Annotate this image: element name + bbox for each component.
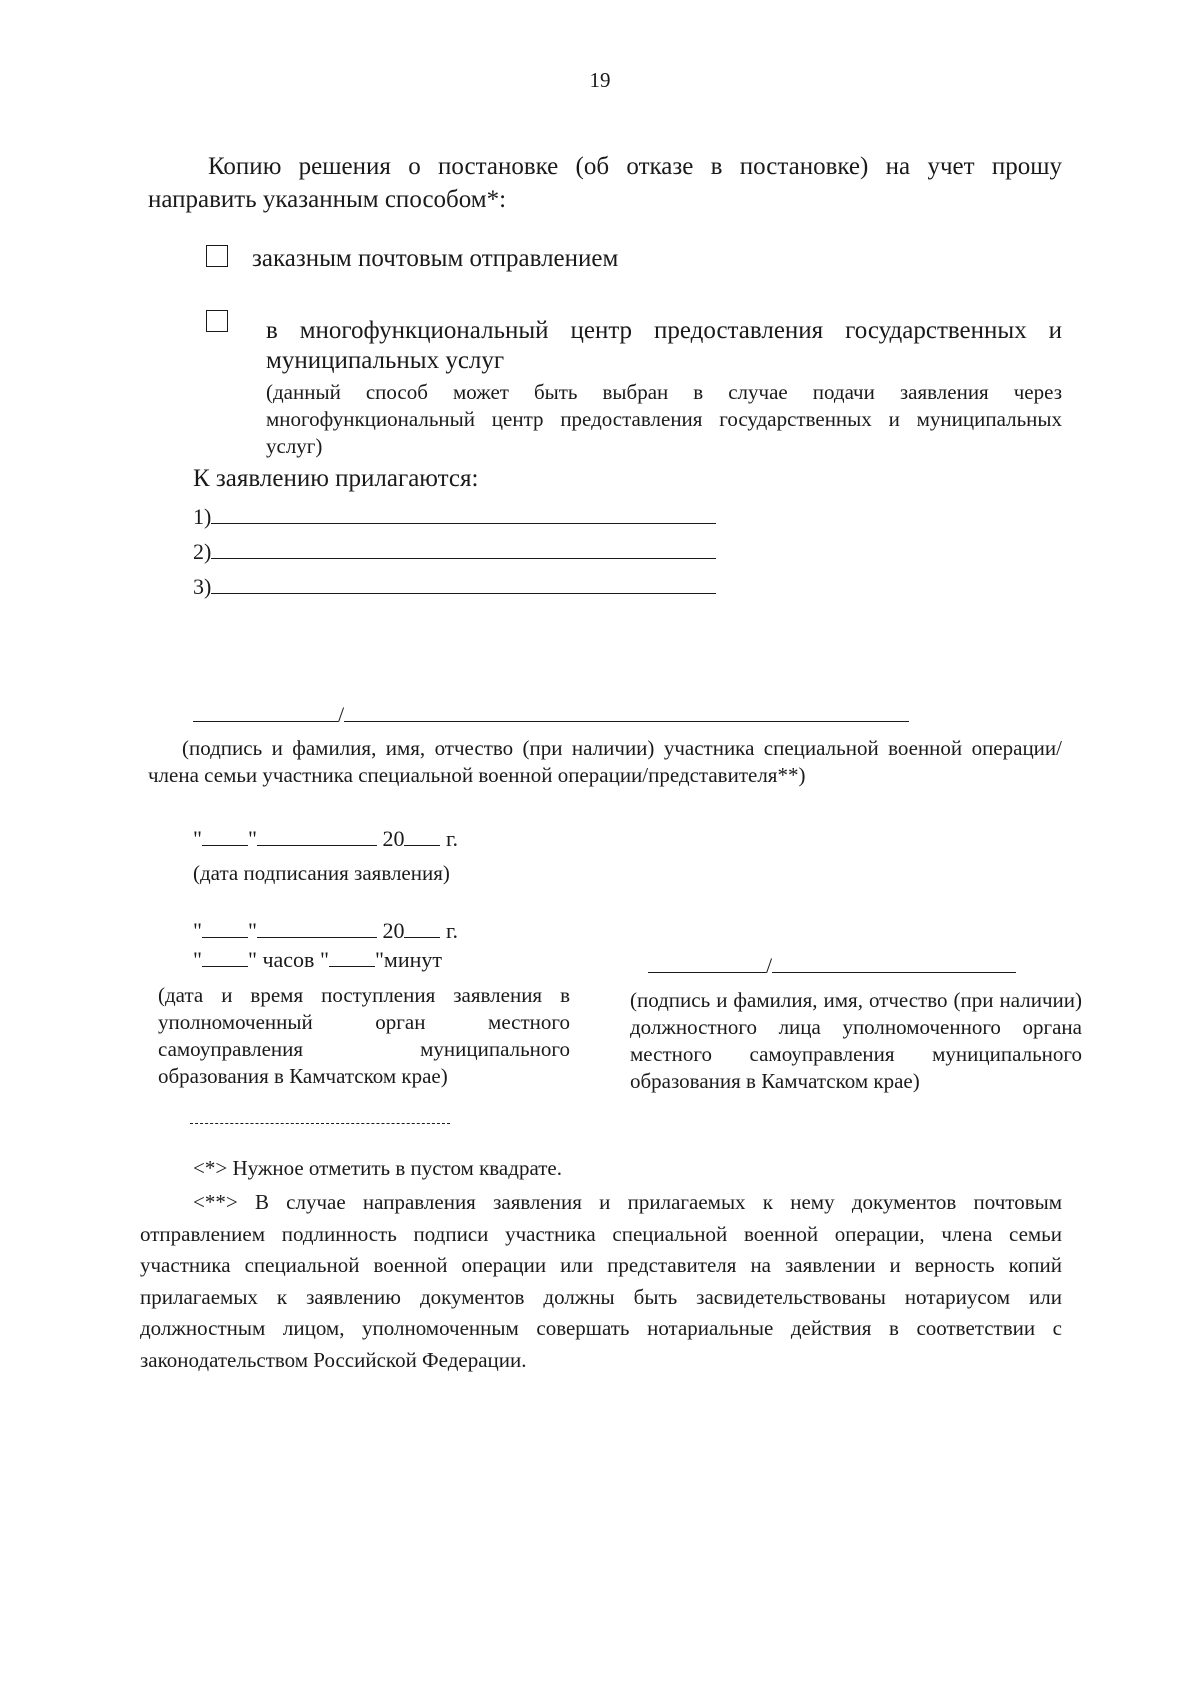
quote-mark: " bbox=[247, 918, 257, 943]
hours-blank[interactable] bbox=[202, 946, 248, 967]
month-blank[interactable] bbox=[257, 825, 377, 846]
receipt-date-line[interactable] bbox=[193, 917, 458, 945]
attachment-blank[interactable] bbox=[211, 503, 716, 524]
applicant-signature-caption: (подпись и фамилия, имя, отчество (при наличии) участника специальной военной операции/члена семьи участника специальной военной операции/представителя**) bbox=[148, 736, 1062, 787]
page-number: 19 bbox=[589, 68, 611, 92]
quote-mark: " bbox=[247, 826, 257, 851]
option-mfc-note: (данный способ может быть выбран в случае подачи заявления через многофункциональный центр предоставления государственных и муниципальных услуг) bbox=[266, 380, 1062, 458]
official-name-blank[interactable] bbox=[772, 950, 1016, 973]
receipt-caption: (дата и время поступления заявления в уполномоченный орган местного самоуправления муниципального образования в Камчатском крае) bbox=[158, 983, 570, 1088]
checkbox-mfc[interactable] bbox=[206, 310, 228, 332]
year-prefix: 20 bbox=[382, 826, 405, 851]
footnote-2 bbox=[140, 1187, 1062, 1376]
attachment-number: 2) bbox=[193, 539, 212, 564]
attachment-number: 1) bbox=[193, 504, 212, 529]
applicant-signature-line[interactable] bbox=[193, 699, 909, 727]
official-signature-caption: (подпись и фамилия, имя, отчество (при наличии) должностного лица уполномоченного органа местного самоуправления муниципального образования в Камчатском крае) bbox=[630, 988, 1082, 1093]
year-suffix: г. bbox=[445, 826, 459, 851]
option-registered-mail-label: заказным почтовым отправлением bbox=[252, 245, 619, 272]
footnote-divider bbox=[190, 1123, 450, 1124]
footnote-mark: <*> bbox=[193, 1156, 228, 1180]
option-mfc-label: в многофункциональный центр предоставления государственных и муниципальных услуг bbox=[266, 317, 1062, 374]
applicant-name-blank[interactable] bbox=[344, 699, 909, 722]
intro-paragraph: Копию решения о постановке (об отказе в постановке) на учет прошу направить указанным способом*: bbox=[148, 153, 1062, 213]
attachment-line-2[interactable] bbox=[193, 538, 716, 565]
day-blank[interactable] bbox=[202, 917, 248, 938]
signing-date-caption: (дата подписания заявления) bbox=[193, 861, 450, 885]
month-blank[interactable] bbox=[257, 917, 377, 938]
hours-label: " часов " bbox=[247, 947, 329, 972]
attachment-line-3[interactable] bbox=[193, 573, 716, 600]
year-prefix: 20 bbox=[382, 918, 405, 943]
quote-mark: " bbox=[193, 826, 202, 851]
official-signature-blank[interactable] bbox=[648, 950, 766, 973]
applicant-signature-blank[interactable] bbox=[193, 699, 338, 722]
attachment-blank[interactable] bbox=[211, 573, 716, 594]
applicant-signature-separator: / bbox=[338, 702, 345, 727]
minutes-blank[interactable] bbox=[329, 946, 375, 967]
minutes-label: "минут bbox=[374, 947, 443, 972]
year-blank[interactable] bbox=[404, 917, 440, 938]
attachment-line-1[interactable] bbox=[193, 503, 716, 530]
receipt-time-line[interactable] bbox=[193, 946, 442, 974]
checkbox-registered-mail[interactable] bbox=[206, 245, 228, 267]
footnote-text: В случае направления заявления и прилагаемых к нему документов почтовым отправлением подлинность подписи участника специальной военной операции, члена семьи участника специальной военной операции или представителя на заявлении и верность копий прилагаемых к заявлению документов должны быть засвидетельствованы нотариусом или должностным лицом, уполномоченным совершать нотариальные действия в соответствии с законодательством Российской Федерации. bbox=[140, 1190, 1063, 1372]
signing-date-line[interactable] bbox=[193, 825, 458, 853]
footnote-mark: <**> bbox=[193, 1190, 238, 1214]
year-suffix: г. bbox=[445, 918, 459, 943]
attachment-blank[interactable] bbox=[211, 538, 716, 559]
quote-mark: " bbox=[193, 947, 202, 972]
attachment-number: 3) bbox=[193, 574, 212, 599]
attachments-title: К заявлению прилагаются: bbox=[193, 465, 479, 492]
day-blank[interactable] bbox=[202, 825, 248, 846]
quote-mark: " bbox=[193, 918, 202, 943]
official-signature-line[interactable] bbox=[648, 950, 1016, 978]
year-blank[interactable] bbox=[404, 825, 440, 846]
footnote-1 bbox=[193, 1153, 562, 1185]
official-signature-separator: / bbox=[766, 953, 773, 978]
footnote-text: Нужное отметить в пустом квадрате. bbox=[232, 1156, 562, 1180]
